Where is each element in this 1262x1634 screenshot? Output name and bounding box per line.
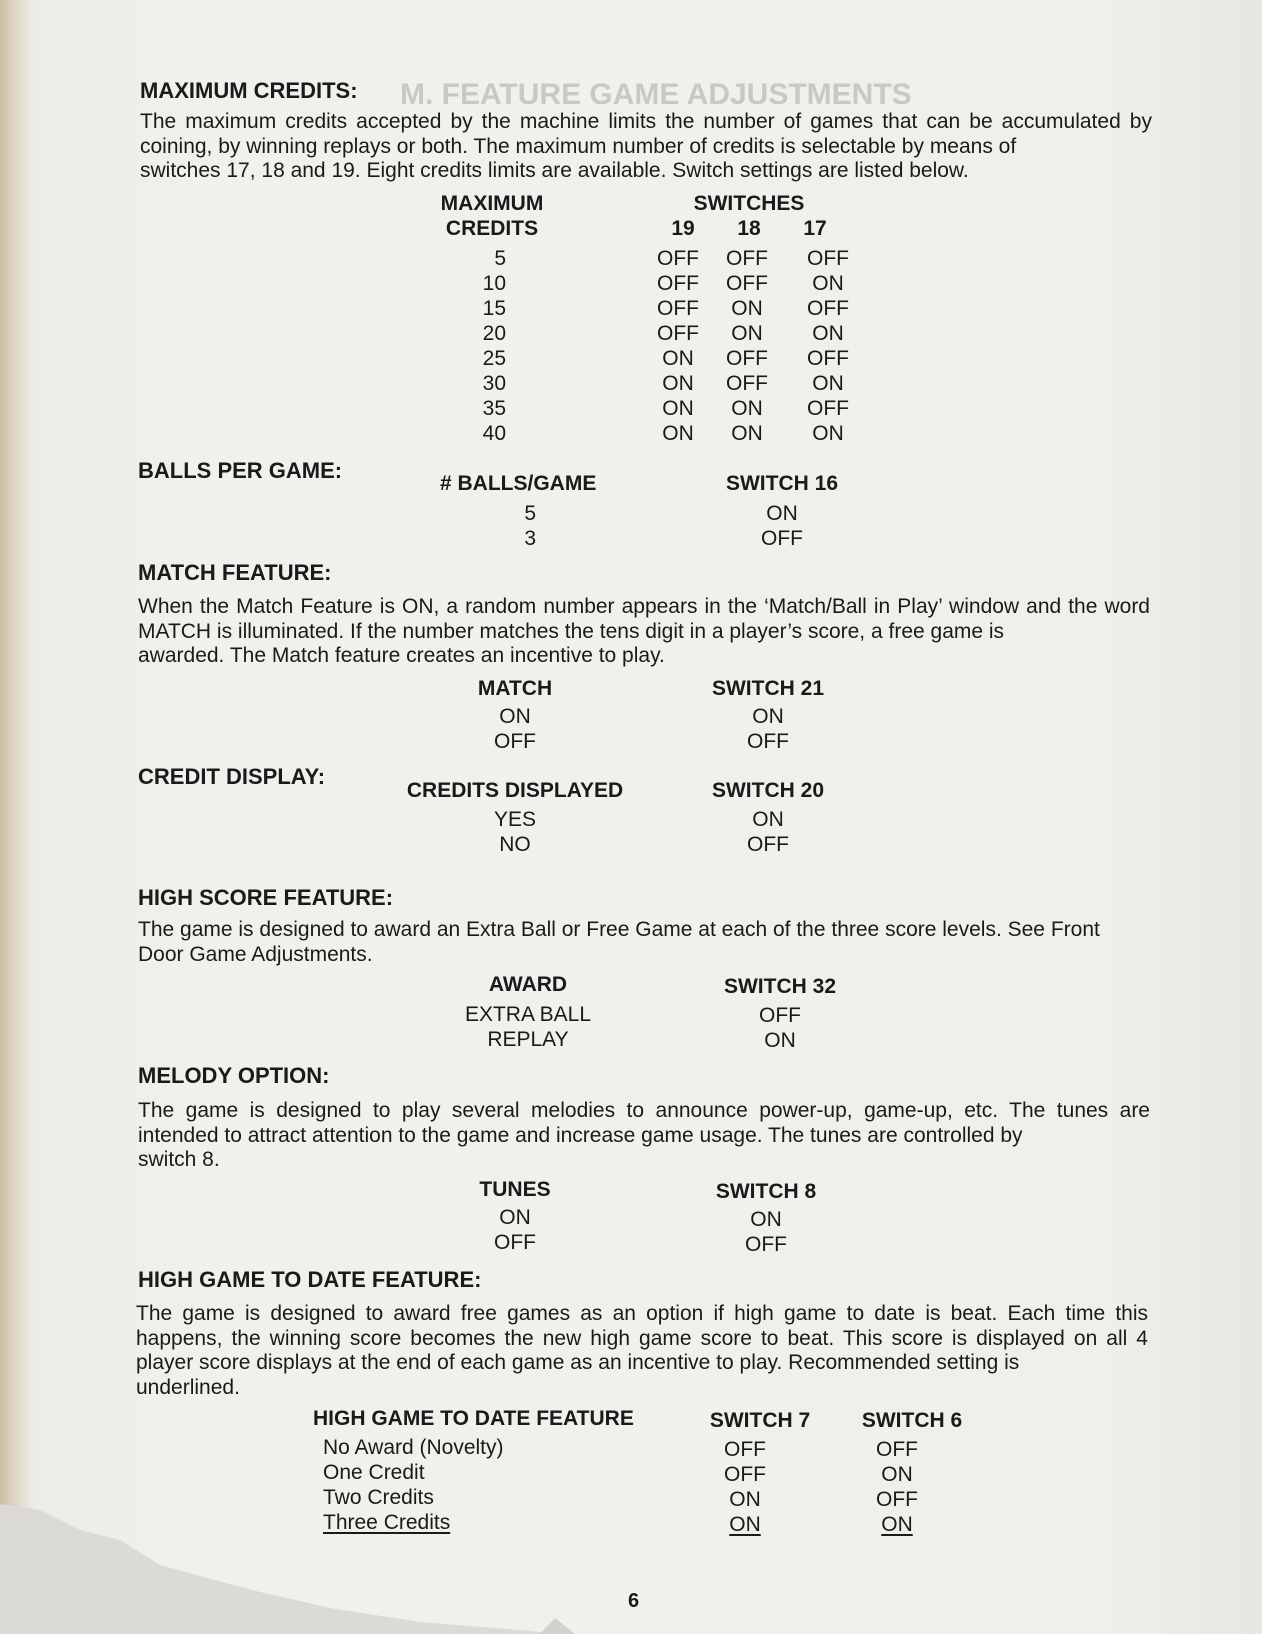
switches-col-header: SWITCHES xyxy=(693,192,805,215)
tunes-value: OFF xyxy=(494,1231,536,1254)
switch-setting: OFF xyxy=(761,527,803,550)
switch-21-header: SWITCH 21 xyxy=(711,677,824,700)
switch-18-column xyxy=(714,246,780,446)
switch-setting: ON xyxy=(881,1463,913,1486)
switch-setting: ON xyxy=(752,705,784,728)
balls-value: 3 xyxy=(524,527,536,550)
para-line: happens, the winning score becomes the new high game score to beat. This score is displayed on all 4 xyxy=(136,1326,1148,1350)
credits-displayed-column xyxy=(455,807,575,857)
award-option-recommended: Three Credits xyxy=(323,1511,451,1534)
switch-16-column xyxy=(732,501,832,551)
switch-setting-value: ON xyxy=(881,1513,913,1536)
para-line: When the Match Feature is ON, a random number appears in the ‘Match/Ball in Play’ window and the xyxy=(138,595,1098,618)
switch-setting: OFF xyxy=(807,397,849,420)
para-line: word MATCH is illuminated. If the number matches the tens digit in a player’s score, a free game is xyxy=(138,595,1150,643)
switch-setting: ON xyxy=(764,1029,796,1052)
high-score-paragraph xyxy=(138,918,1150,967)
switch-17-column xyxy=(795,246,861,446)
match-feature-heading: MATCH FEATURE: xyxy=(138,560,332,585)
award-values-column xyxy=(440,1002,616,1052)
switch-setting: OFF xyxy=(726,372,768,395)
para-line: The game is designed to award free games as an option if high game to date is beat. Each time this xyxy=(136,1302,1148,1325)
max-credits-col-header: CREDITS xyxy=(445,217,539,240)
switch-20-header: SWITCH 20 xyxy=(711,779,824,802)
switch-setting: ON xyxy=(812,322,844,345)
switch-setting: OFF xyxy=(745,1233,787,1256)
high-game-heading: HIGH GAME TO DATE FEATURE: xyxy=(138,1267,482,1292)
switch-7-header: SWITCH 7 xyxy=(709,1409,811,1432)
high-score-heading: HIGH SCORE FEATURE: xyxy=(138,885,394,910)
match-feature-paragraph xyxy=(138,595,1150,669)
switch-32-header: SWITCH 32 xyxy=(723,975,836,998)
switch-setting: ON xyxy=(731,297,763,320)
switch-setting: OFF xyxy=(759,1004,801,1027)
torn-page-edge xyxy=(0,1480,1262,1634)
balls-values-column xyxy=(460,501,536,551)
switch-setting: OFF xyxy=(876,1488,918,1511)
balls-col-header: # BALLS/GAME xyxy=(440,472,597,495)
para-line: switch 8. xyxy=(138,1148,220,1171)
para-line: player score displays at the end of each game as an incentive to play. Recommended setting is xyxy=(136,1351,1020,1374)
switch-setting: ON xyxy=(812,422,844,445)
switch-setting: ON xyxy=(729,1488,761,1511)
tunes-col-header: TUNES xyxy=(479,1178,551,1201)
switch-setting-value: ON xyxy=(729,1513,761,1536)
para-line: switches 17, 18 and 19. Eight credits limits are available. Switch settings are listed below. xyxy=(140,159,969,182)
switch-setting: ON xyxy=(750,1208,782,1231)
switch-setting: ON xyxy=(662,397,694,420)
switch-19-label: 19 xyxy=(671,217,695,240)
switch-32-column xyxy=(730,1003,830,1053)
para-line: The game is designed to award an Extra Ball or Free Game at each of the three score levels. See Front xyxy=(138,918,1100,941)
match-col-header: MATCH xyxy=(477,677,553,700)
para-line: underlined. xyxy=(136,1375,240,1399)
melody-option-paragraph xyxy=(138,1099,1150,1173)
switch-17-label: 17 xyxy=(803,217,827,240)
credits-value: 15 xyxy=(482,297,506,320)
switch-setting: OFF xyxy=(657,297,699,320)
switch-setting: OFF xyxy=(724,1438,766,1461)
award-value: EXTRA BALL xyxy=(464,1003,592,1026)
switch-8-header: SWITCH 8 xyxy=(715,1180,817,1203)
switch-6-header: SWITCH 6 xyxy=(861,1409,963,1432)
credits-value: 20 xyxy=(482,322,506,345)
switch-setting: OFF xyxy=(657,272,699,295)
para-line: awarded. The Match feature creates an incentive to play. xyxy=(138,644,665,667)
switch-18-label: 18 xyxy=(737,217,761,240)
max-credits-paragraph xyxy=(140,110,1152,184)
switch-setting: OFF xyxy=(747,730,789,753)
credits-displayed-value: YES xyxy=(493,808,537,831)
credit-display-heading: CREDIT DISPLAY: xyxy=(138,764,326,789)
switch-setting: OFF xyxy=(807,297,849,320)
switch-setting: OFF xyxy=(657,247,699,270)
switch-setting: OFF xyxy=(726,347,768,370)
match-values-column xyxy=(455,704,575,754)
switch-20-column xyxy=(718,807,818,857)
switch-setting: ON xyxy=(731,397,763,420)
switch-setting: OFF xyxy=(726,272,768,295)
switch-setting: ON xyxy=(662,422,694,445)
award-option: No Award (Novelty) xyxy=(323,1436,504,1459)
high-game-paragraph xyxy=(136,1302,1148,1400)
balls-value: 5 xyxy=(524,502,536,525)
switch-setting: OFF xyxy=(726,247,768,270)
para-line: Door Game Adjustments. xyxy=(138,942,373,966)
switch-16-header: SWITCH 16 xyxy=(725,472,838,495)
award-option: Two Credits xyxy=(323,1486,434,1509)
switch-8-column xyxy=(716,1207,816,1257)
match-value: OFF xyxy=(494,730,536,753)
para-line: by coining, by winning replays or both. The maximum number of credits is selectable by means of xyxy=(140,110,1152,158)
switch-setting: ON xyxy=(812,272,844,295)
notch-shape xyxy=(540,1618,575,1634)
credits-value: 10 xyxy=(482,272,506,295)
balls-per-game-heading: BALLS PER GAME: xyxy=(138,458,343,483)
melody-option-heading: MELODY OPTION: xyxy=(138,1063,330,1088)
credits-value: 40 xyxy=(482,422,506,445)
credits-value: 30 xyxy=(482,372,506,395)
torn-corner-shape xyxy=(0,1504,560,1634)
credits-value: 35 xyxy=(482,397,506,420)
switch-setting: ON xyxy=(812,372,844,395)
max-credits-heading: MAXIMUM CREDITS: xyxy=(140,78,358,103)
award-value: REPLAY xyxy=(487,1028,569,1051)
switch-setting: OFF xyxy=(807,347,849,370)
switch-setting: ON xyxy=(662,347,694,370)
para-line: The game is designed to play several melodies to announce power-up, game-up, etc. The tunes are xyxy=(138,1099,1150,1122)
para-line: intended to attract attention to the game and increase game usage. The tunes are controlled by xyxy=(138,1123,1023,1147)
switch-21-column xyxy=(718,704,818,754)
bleed-through-text: M. FEATURE GAME ADJUSTMENTS xyxy=(400,78,912,111)
award-option: One Credit xyxy=(323,1461,425,1484)
switch-setting: OFF xyxy=(747,833,789,856)
switch-setting: ON xyxy=(662,372,694,395)
switch-setting: ON xyxy=(766,502,798,525)
credits-displayed-header: CREDITS DISPLAYED xyxy=(406,779,624,802)
max-credits-col-header: MAXIMUM xyxy=(440,192,544,215)
switch-setting: OFF xyxy=(807,247,849,270)
switch-setting: OFF xyxy=(657,322,699,345)
para-line: The maximum credits accepted by the machine limits the number of games that can be accumulated xyxy=(140,110,1121,133)
switch-19-column xyxy=(645,246,711,446)
credits-value: 25 xyxy=(482,347,506,370)
switch-setting: OFF xyxy=(724,1463,766,1486)
tunes-value: ON xyxy=(499,1206,531,1229)
switch-setting: ON xyxy=(752,808,784,831)
page-number: 6 xyxy=(628,1590,640,1612)
switch-setting: OFF xyxy=(876,1438,918,1461)
credits-displayed-value: NO xyxy=(499,833,531,856)
switch-setting: ON xyxy=(731,322,763,345)
high-game-col-header: HIGH GAME TO DATE FEATURE xyxy=(313,1407,634,1430)
award-col-header: AWARD xyxy=(488,973,568,996)
credits-values-column xyxy=(420,246,506,446)
tunes-values-column xyxy=(455,1205,575,1255)
switch-setting: ON xyxy=(731,422,763,445)
match-value: ON xyxy=(499,705,531,728)
credits-value: 5 xyxy=(494,247,506,270)
